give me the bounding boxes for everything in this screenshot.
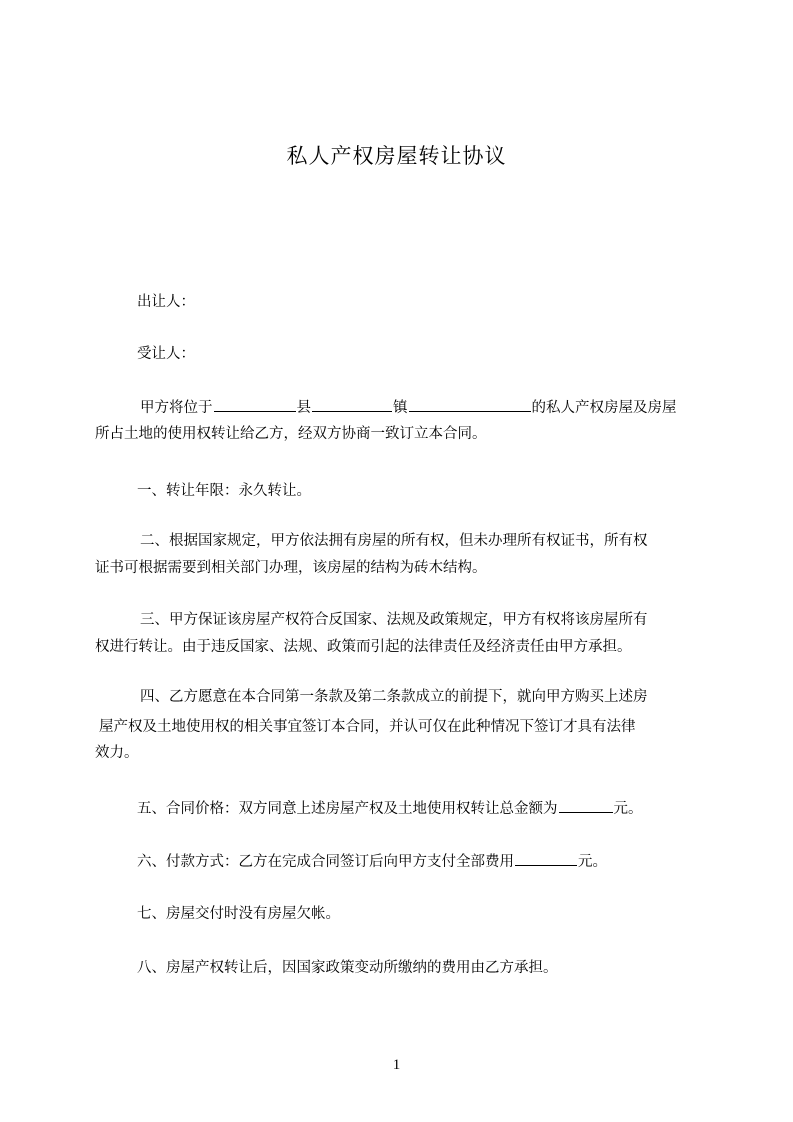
clause-7: 七、房屋交付时没有房屋欠帐。	[137, 906, 340, 922]
clause-6	[137, 851, 757, 872]
clause-6-text: 六、付款方式：乙方在完成合同签订后向甲方支付全部费用	[137, 854, 514, 870]
town-blank	[312, 397, 392, 412]
clause-4-line-1: 四、乙方愿意在本合同第一条款及第二条款成立的前提下，就向甲方购买上述房	[140, 689, 648, 705]
intro-line-2: 所占土地的使用权转让给乙方，经双方协商一致订立本合同。	[95, 426, 487, 442]
clause-1: 一、转让年限：永久转让。	[137, 483, 311, 499]
address-blank	[409, 397, 531, 412]
clause-2-line-1: 二、根据国家规定，甲方依法拥有房屋的所有权，但未办理所有权证书，所有权	[140, 533, 648, 549]
clause-5-unit: 元。	[613, 801, 643, 817]
clause-5	[137, 798, 757, 819]
document-title: 私人产权房屋转让协议	[286, 144, 507, 168]
intro-line-1	[140, 397, 760, 418]
payment-blank	[515, 851, 577, 866]
clause-4-line-3: 效力。	[95, 745, 139, 761]
clause-6-unit: 元。	[578, 854, 607, 870]
intro-text-4: 的私人产权房屋及房屋	[531, 400, 677, 416]
clause-4-line-2: 屋产权及土地使用权的相关事宜签订本合同，并认可仅在此种情况下签订才具有法律	[99, 719, 636, 735]
county-blank	[214, 397, 296, 412]
price-blank	[559, 798, 613, 813]
clause-3-line-1: 三、甲方保证该房屋产权符合反国家、法规及政策规定，甲方有权将该房屋所有	[140, 612, 648, 628]
clause-5-text: 五、合同价格：双方同意上述房屋产权及土地使用权转让总金额为	[137, 801, 558, 817]
intro-text-2: 县	[296, 400, 311, 416]
clause-2-line-2: 证书可根据需要到相关部门办理，该房屋的结构为砖木结构。	[95, 560, 487, 576]
clause-8: 八、房屋产权转让后，因国家政策变动所缴纳的费用由乙方承担。	[137, 960, 558, 976]
transferor-label: 出让人：	[137, 294, 195, 310]
clause-3-line-2: 权进行转让。由于违反国家、法规、政策而引起的法律责任及经济责任由甲方承担。	[95, 639, 632, 655]
intro-text-3: 镇	[393, 400, 408, 416]
transferee-label: 受让人：	[137, 346, 195, 362]
intro-text-1: 甲方将位于	[140, 400, 213, 416]
page-number: 1	[392, 1057, 401, 1073]
